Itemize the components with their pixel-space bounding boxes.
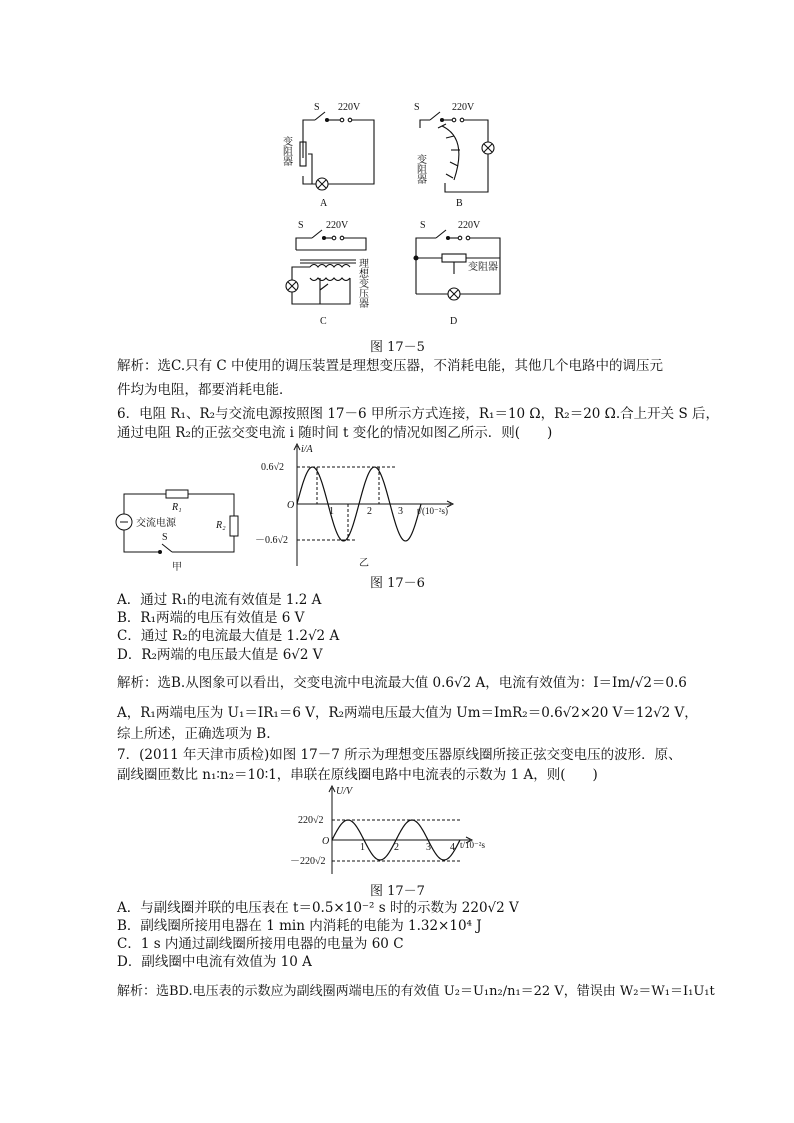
circuit-c-switch: S (298, 220, 304, 231)
q6-tick-3: 3 (398, 506, 403, 517)
q7-origin: O (322, 836, 330, 847)
q6-analysis-line3: 综上所述，正确选项为 B. (117, 726, 271, 742)
q7-tick-4: 4 (450, 842, 455, 853)
q6-y-min: －0.6√2 (255, 535, 288, 546)
q7-tick-3: 3 (426, 842, 431, 853)
q6-stem-line2: 通过电阻 R₂的正弦交变电流 i 随时间 t 变化的情况如图乙所示．则( ) (117, 425, 553, 441)
q6-caption: 图 17－6 (370, 576, 425, 591)
q7-y-label: U/V (336, 786, 353, 797)
q7-stem-line1: 7．(2011 年天津市质检)如图 17－7 所示为理想变压器原线圈所接正弦交变电压的波形．原、 (117, 747, 682, 763)
circuit-c-voltage: 220V (326, 220, 349, 231)
q7-stem-line2: 副线圈匝数比 n₁∶n₂＝10∶1，串联在原线圈电路中电流表的示数为 1 A，则( ) (117, 767, 598, 783)
circuit-a (281, 102, 375, 209)
circuit-a-switch: S (314, 102, 320, 113)
q7-y-max: 220√2 (298, 815, 324, 826)
q6-source-label: 交流电源 (136, 518, 176, 529)
circuit-d-voltage: 220V (458, 220, 481, 231)
q6-y-label: i/A (301, 444, 313, 455)
fig5-caption: 图 17－5 (370, 340, 425, 355)
q6-tick-2: 2 (367, 506, 372, 517)
circuit-c-label: C (320, 316, 327, 327)
q6-option-a: A．通过 R₁的电流有效值是 1.2 A (117, 592, 322, 608)
q6-option-c: C．通过 R₂的电流最大值是 1.2√2 A (117, 628, 340, 644)
circuit-b-label: B (456, 198, 463, 209)
circuit-a-label: A (320, 198, 328, 209)
fig5-analysis-line2: 件均为电阻，都要消耗电能． (117, 382, 293, 398)
q7-y-min: －220√2 (290, 856, 326, 867)
q7-option-b: B．副线圈所接用电器在 1 min 内消耗的电能为 1.32×10⁴ J (117, 918, 482, 934)
q6-r1-label: R₁ (172, 502, 182, 513)
q6-x-label: t/(10⁻²s) (417, 506, 448, 516)
q7-x-label: t/10⁻²s (460, 840, 485, 850)
fig5-analysis-line1: 解析：选C.只有 C 中使用的调压装置是理想变压器，不消耗电能，其他几个电路中的调压元 (117, 358, 664, 374)
circuit-a-resistor-label: 变阻器 (280, 136, 292, 166)
circuit-b-switch: S (414, 102, 420, 113)
q6-option-d: D．R₂两端的电压最大值是 6√2 V (117, 647, 323, 663)
q7-tick-1: 1 (360, 842, 365, 853)
circuit-d (414, 220, 500, 327)
q6-switch-label: S (162, 532, 168, 543)
q7-caption: 图 17－7 (370, 884, 425, 899)
q6-analysis-line1: 解析：选B.从图象可以看出，交变电流中电流最大值 0.6√2 A，电流有效值为：I＝Im/√2＝0.6 (117, 675, 687, 691)
circuit-c-transformer-label: 理想变压器 (356, 258, 368, 308)
circuit-b-voltage: 220V (452, 102, 475, 113)
q6-graph-yi (255, 440, 465, 570)
q6-circuit-jia (110, 484, 245, 574)
q7-option-d: D．副线圈中电流有效值为 10 A (117, 954, 312, 970)
q6-tick-1: 1 (329, 506, 334, 517)
q6-y-max: 0.6√2 (261, 462, 284, 473)
q6-option-b: B．R₁两端的电压有效值是 6 V (117, 610, 305, 626)
q6-r2-label: R₂ (216, 520, 226, 531)
q7-option-c: C．1 s 内通过副线圈所接用电器的电量为 60 C (117, 936, 404, 952)
q6-fig-jia: 甲 (172, 562, 182, 573)
circuit-b-resistor-label: 变阻器 (414, 154, 426, 184)
q7-graph (290, 782, 510, 877)
circuit-a-voltage: 220V (338, 102, 361, 113)
circuit-d-label: D (450, 316, 458, 327)
circuit-c (286, 220, 369, 327)
figure-17-5 (270, 98, 530, 330)
q6-analysis-line2: A，R₁两端电压为 U₁＝IR₁＝6 V，R₂两端电压最大值为 Um＝ImR₂＝0.6√2×20 V＝12√2 V， (117, 705, 698, 721)
circuit-d-resistor-label: 变阻器 (468, 262, 498, 273)
q7-option-a: A．与副线圈并联的电压表在 t＝0.5×10⁻² s 时的示数为 220√2 V (117, 900, 519, 916)
circuit-b (414, 102, 494, 209)
q7-analysis-line1: 解析：选BD.电压表的示数应为副线圈两端电压的有效值 U₂＝U₁n₂/n₁＝22 V，错误由 W₂＝W₁＝I₁U₁t (117, 984, 715, 999)
q7-tick-2: 2 (394, 842, 399, 853)
q6-fig-yi: 乙 (359, 558, 369, 569)
circuit-d-switch: S (420, 220, 426, 231)
q6-stem-line1: 6．电阻 R₁、R₂与交流电源按照图 17－6 甲所示方式连接，R₁＝10 Ω，R₂＝20 Ω.合上开关 S 后， (117, 406, 719, 422)
q6-origin: O (287, 500, 295, 511)
